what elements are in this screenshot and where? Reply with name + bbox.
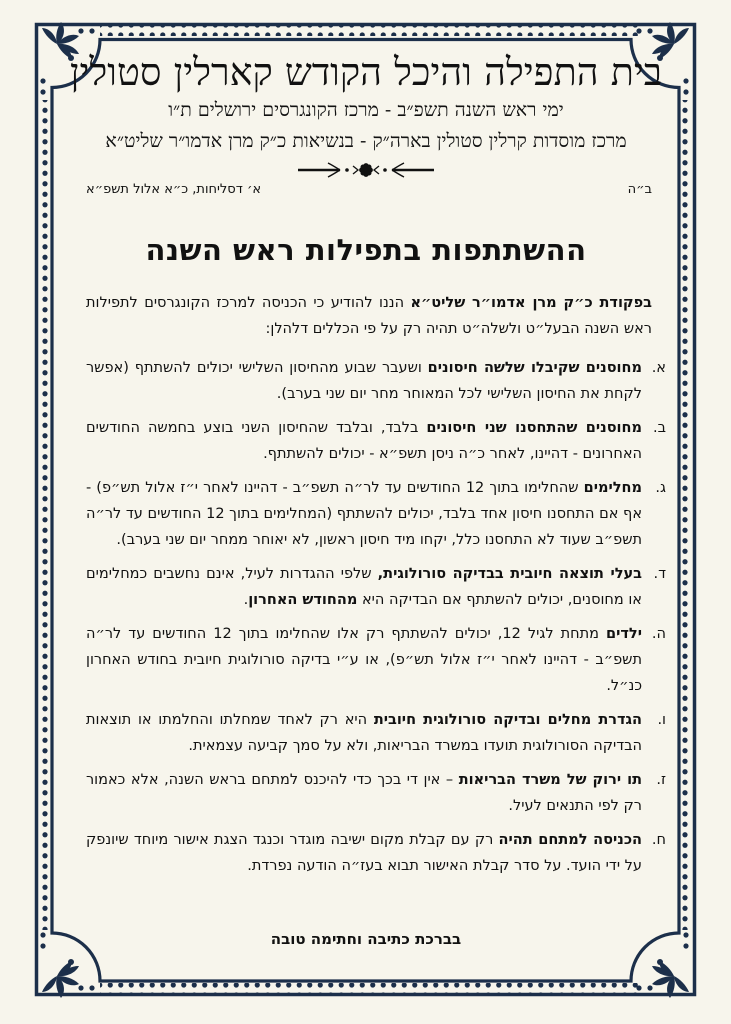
rule-text-end: . <box>243 592 249 608</box>
intro-text: הננו להודיע כי הכניסה למרכז הקונגרסים לתפילות ראש השנה הבעל״ט ולשלה״ט תהיה רק על פי הכללים דלהלן: <box>86 295 652 337</box>
rule-bold: בעלי תוצאה חיובית בבדיקה סורולוגית, <box>377 566 642 582</box>
rule-bold: הכניסה למתחם תהיה <box>498 832 642 848</box>
rule-item <box>86 475 666 553</box>
rule-item <box>86 707 666 759</box>
closing-blessing: בברכת כתיבה וחתימה טובה <box>270 930 462 948</box>
rule-bold: מחלימים <box>583 480 643 496</box>
rule-item <box>86 827 666 879</box>
rule-text: שהחלימו בתוך 12 החודשים עד לר״ה תשפ״ב - דהיינו לאחר י״ז אלול תש״פ) - אף אם התחסנו חיסון אחד בלבד, יכולים להשתתף (המחלימים בתוך 12 החודשים עד לר״ה תשפ״ב שעוד לא התחסנו כלל, יקחו מיד חיסון ראשון, לא יאוחר ממחר יום שני בערב). <box>86 480 643 548</box>
rule-text: היא רק לאחד שמחלתו והחלמתו או תוצאות הבדיקה הסורולוגית תועדו במשרד הבריאות, ולא על סמך קביעה עצמאית. <box>86 712 642 754</box>
rule-bold: הגדרת מחלים ובדיקה סורולוגית חיובית <box>373 712 642 728</box>
rule-marker: א. <box>651 360 666 376</box>
rule-marker: ב. <box>653 420 666 436</box>
rule-marker: ז. <box>656 772 666 788</box>
rule-text: רק עם קבלת מקום ישיבה מוגדר וכנגד הצגת אישור מיוחד שיונפק על ידי הועד. על סדר קבלת האישור תבוא בעז״ה הודעה נפרדת. <box>86 832 642 874</box>
rule-bold-end: מהחודש האחרון <box>248 592 358 608</box>
rule-marker: ה. <box>651 626 666 642</box>
rule-item <box>86 355 666 407</box>
main-heading: ההשתתפות בתפילות ראש השנה <box>145 233 587 267</box>
rule-text: מתחת לגיל 12, יכולים להשתתף רק אלו שהחלימו בתוך 12 החודשים עד לר״ה תשפ״ב - דהיינו לאחר י״ז אלול תש״פ), או ע״י בדיקה סורולוגית חיובית בחודש האחרון כנ״ל. <box>86 626 642 694</box>
rule-text: בלבד, ובלבד שהחיסון השני בוצע בחמשה החודשים האחרונים - דהיינו, לאחר כ״ה ניסן תשפ״א - יכולים להשתתף. <box>86 420 642 462</box>
rule-marker: ג. <box>655 480 666 496</box>
subtitle-organization: מרכז מוסדות קרלין סטולין בארה״ק - בנשיאות כ״ק מרן אדמו״ר שליט״א <box>105 130 627 152</box>
intro-paragraph <box>86 290 652 342</box>
rule-bold: ילדים <box>606 626 642 642</box>
rule-text: ושעבר שבוע מהחיסון השלישי יכולים להשתתף (אפשר לקחת את החיסון השלישי לכל המאוחר מחר יום שני בערב). <box>86 360 642 402</box>
rule-marker: ו. <box>657 712 666 728</box>
flourish-divider-icon <box>296 159 436 181</box>
rule-marker: ח. <box>651 832 666 848</box>
document-page <box>58 42 674 977</box>
rule-item <box>86 621 666 699</box>
rules-list <box>86 355 666 887</box>
rule-item <box>86 767 666 819</box>
rule-marker: ד. <box>653 566 666 582</box>
intro-bold: בפקודת כ״ק מרן אדמו״ר שליט״א <box>410 295 652 311</box>
rule-item <box>86 561 666 613</box>
rule-text: – אין די בכך כדי להיכנס למתחם בראש השנה, אלא כאמור רק לפי התנאים לעיל. <box>86 772 642 814</box>
rule-text: שלפי ההגדרות לעיל, אינם נחשבים כמחלימים או מחוסנים, יכולים להשתתף אם הבדיקה היא <box>86 566 642 608</box>
hebrew-date: א׳ דסליחות, כ״א אלול תשפ״א <box>86 182 262 197</box>
bh-mark: ב״ה <box>627 182 652 197</box>
rule-bold: מחוסנים שהתחסנו שני חיסונים <box>426 420 642 436</box>
rule-bold: תו ירוק של משרד הבריאות <box>458 772 642 788</box>
document-title: בית התפילה והיכל הקודש קארלין סטולין <box>69 50 663 94</box>
rule-bold: מחוסנים שקיבלו שלשה חיסונים <box>427 360 642 376</box>
subtitle-event: ימי ראש השנה תשפ״ב - מרכז הקונגרסים ירושלים ת״ו <box>168 99 564 121</box>
rule-item <box>86 415 666 467</box>
